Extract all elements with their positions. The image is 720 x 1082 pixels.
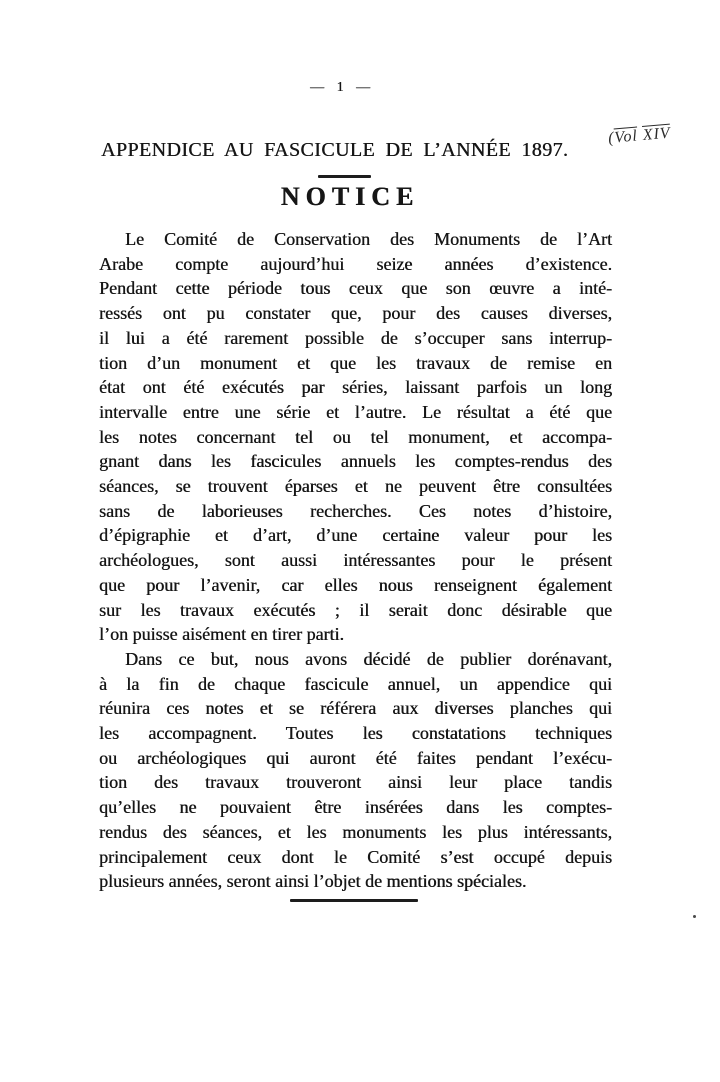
text-line: intervalle entre une série et l’autre. Le résultat a été que <box>99 401 612 422</box>
text-line: Pendant cette période tous ceux que son œuvre a inté- <box>99 278 612 299</box>
text-line: réunira ces notes et se référera aux diverses planches qui <box>99 698 612 719</box>
text-line: l’on puisse aisément en tirer parti. <box>99 624 344 645</box>
document-title: APPENDICE AU FASCICULE DE L’ANNÉE 1897. <box>101 139 569 161</box>
ink-speck <box>693 915 696 918</box>
text-line: ressés ont pu constater que, pour des causes diverses, <box>99 303 612 324</box>
text-line: état ont été exécutés par séries, laissant parfois un long <box>99 377 612 398</box>
text-line: principalement ceux dont le Comité s’est occupé depuis <box>99 846 612 867</box>
text-line: qu’elles ne pouvaient être insérées dans les comptes- <box>99 797 612 818</box>
section-heading: NOTICE <box>280 182 420 211</box>
end-divider-rule <box>290 899 418 902</box>
text-line: d’épigraphie et d’art, d’une certaine valeur pour les <box>99 525 612 546</box>
handwritten-annotation <box>607 125 671 148</box>
text-line: rendus des séances, et les monuments les plus intéressants, <box>99 821 612 842</box>
text-line: sur les travaux exécutés ; il serait donc désirable que <box>99 599 612 620</box>
text-line: Arabe compte aujourd’hui seize années d’existence. <box>99 253 612 274</box>
annotation-volume-numeral: $\overline{XIV}$ <box>642 124 672 144</box>
annotation-paren: ( <box>607 129 616 148</box>
text-line: il lui a été rarement possible de s’occuper sans interrup- <box>99 327 612 348</box>
text-line: tion d’un monument et que les travaux de remise en <box>99 352 612 373</box>
text-line: gnant dans les fascicules annuels les comptes-rendus des <box>99 451 612 472</box>
annotation-volume-word: $\overline{Vol}$ <box>613 127 639 147</box>
text-line: les notes concernant tel ou tel monument, et accompa- <box>99 426 612 447</box>
paragraph <box>99 227 612 647</box>
body-text <box>99 227 612 894</box>
text-line: à la fin de chaque fascicule annuel, un appendice qui <box>99 673 612 694</box>
text-line: tion des travaux trouveront ainsi leur place tandis <box>99 772 612 793</box>
text-line: plusieurs années, seront ainsi l’objet de mentions spéciales. <box>99 871 527 892</box>
text-line: ou archéologiques qui auront été faites pendant l’exécu- <box>99 747 612 768</box>
text-line: Dans ce but, nous avons décidé de publier dorénavant, <box>125 648 612 669</box>
text-line: que pour l’avenir, car elles nous renseignent également <box>99 574 612 595</box>
text-line: sans de laborieuses recherches. Ces notes d’histoire, <box>99 500 612 521</box>
title-divider-rule <box>318 175 371 178</box>
text-line: Le Comité de Conservation des Monuments de l’Art <box>125 229 612 249</box>
page-number: — 1 — <box>310 80 372 95</box>
text-line: les accompagnent. Toutes les constatations techniques <box>99 723 612 744</box>
text-line: séances, se trouvent éparses et ne peuvent être consultées <box>99 476 612 497</box>
text-line: archéologues, sont aussi intéressantes pour le présent <box>99 550 612 571</box>
paragraph <box>99 647 612 894</box>
